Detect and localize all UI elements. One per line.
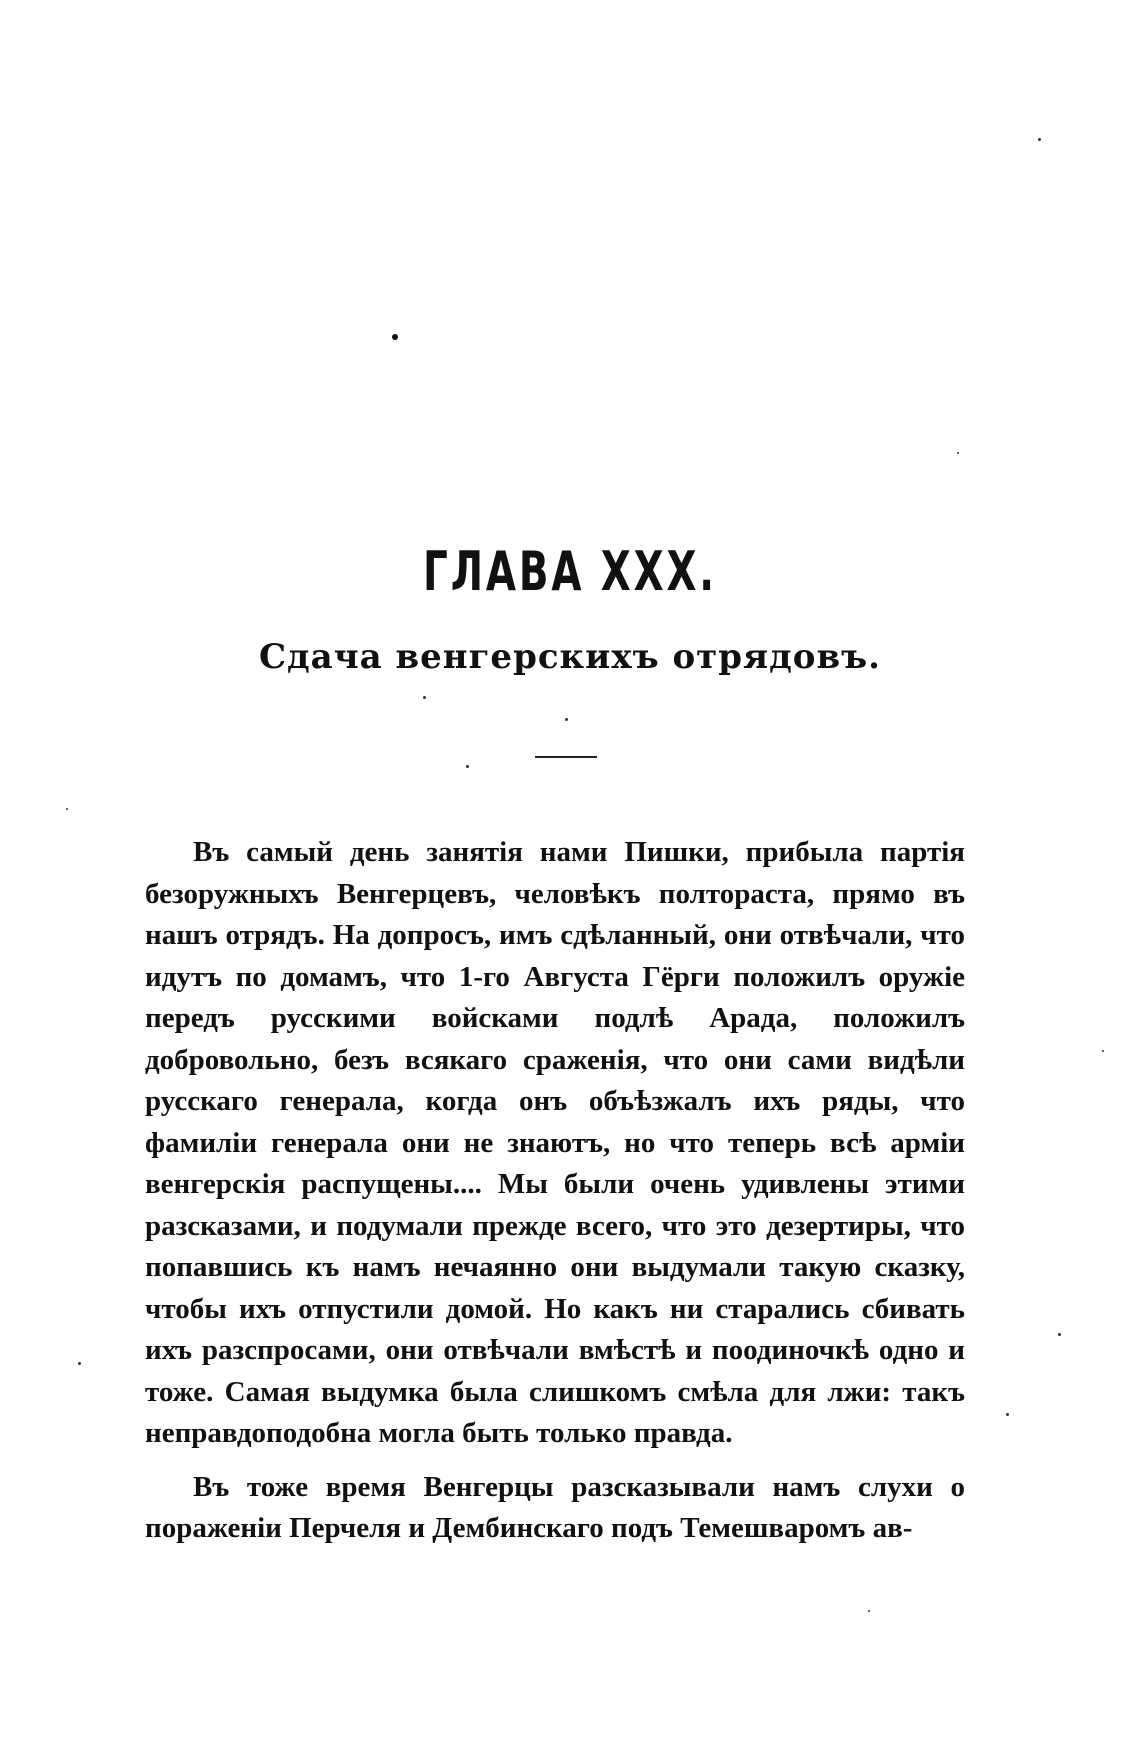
print-speck — [957, 452, 959, 454]
print-speck — [66, 808, 68, 810]
section-divider — [535, 756, 597, 758]
paragraph: Въ самый день занятія нами Пишки, прибыла партія безоружныхъ Венгерцевъ, человѣкъ полтораста, прямо въ нашъ отрядъ. На допросъ, имъ сдѣланный, они отвѣчали, что идутъ по домамъ, что 1-го Августа Гёрги положилъ оружіе передъ русскими войсками подлѣ Арада, положилъ добровольно, безъ всякаго сраженія, что они сами видѣли русскаго генерала, когда онъ объѣзжалъ ихъ ряды, что фамиліи генерала они не знаютъ, но что теперь всѣ арміи венгерскія распущены.... Мы были очень удивлены этими разсказами, и подумали прежде всего, что это дезертиры, что попавшись къ намъ нечаянно они выдумали такую сказку, чтобы ихъ отпустили домой. Но какъ ни старались сбивать ихъ разспросами, они отвѣчали вмѣстѣ и поодиночкѣ одно и тоже. Самая выдумка была слишкомъ смѣла для лжи: такъ неправдоподобна могла быть только правда. — [145, 836, 965, 1449]
chapter-subtitle: Сдача венгерскихъ отрядовъ. — [258, 637, 882, 677]
print-speck — [392, 334, 398, 340]
print-speck — [565, 718, 568, 721]
chapter-title: ГЛАВА XXX. — [423, 540, 717, 603]
paragraph: Въ тоже время Венгерцы разсказывали намъ слухи о пораженіи Перчеля и Дембинскаго подъ Темешваромъ ав- — [145, 1470, 965, 1544]
print-speck — [423, 696, 426, 699]
body-text — [145, 832, 965, 1550]
print-speck — [1006, 1413, 1009, 1416]
print-speck — [1038, 138, 1041, 141]
print-speck — [1102, 1050, 1104, 1052]
print-speck — [868, 1610, 870, 1612]
print-speck — [466, 765, 469, 768]
print-speck — [78, 1362, 81, 1365]
print-speck — [1058, 1333, 1061, 1336]
